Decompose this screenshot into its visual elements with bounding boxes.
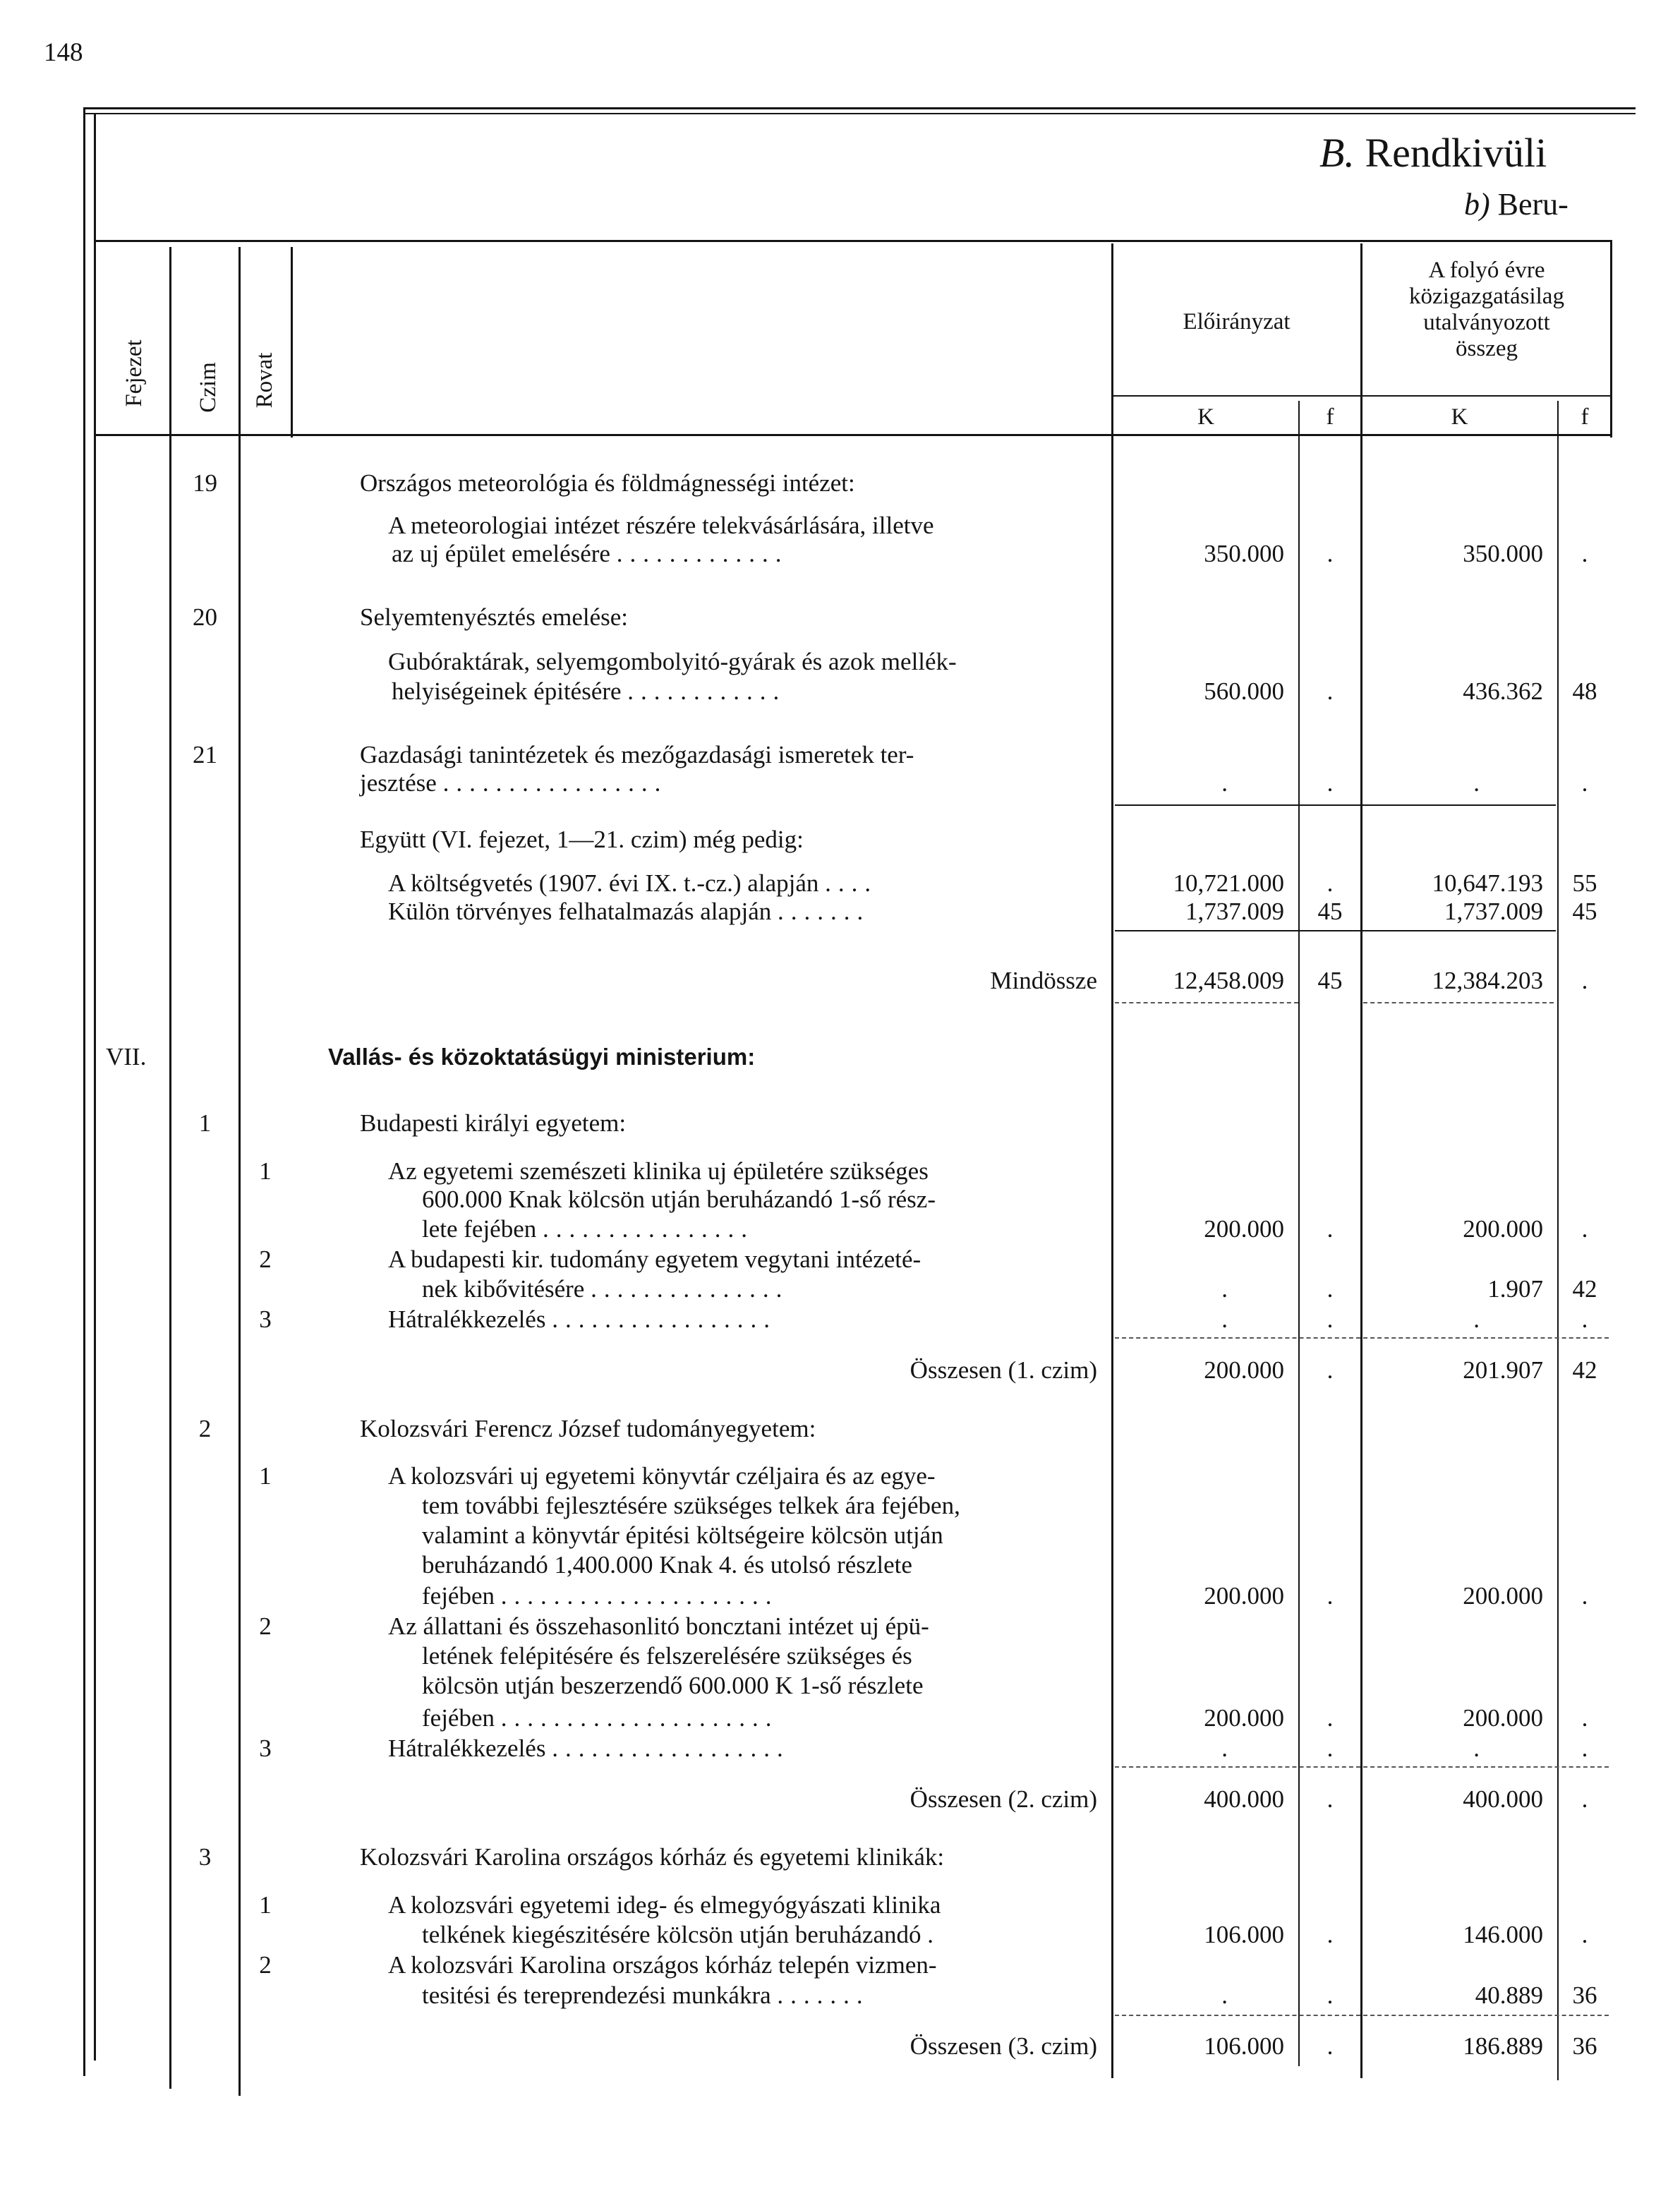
amount-k1: 400.000 [1204, 1785, 1284, 1813]
col-k1: K [1197, 404, 1214, 430]
item-line: Az állattani és összehasonlitó boncztani intézet uj épü- [388, 1612, 929, 1640]
rovat-number: 3 [259, 1305, 272, 1333]
item-line: fejében ..................... [422, 1704, 779, 1732]
section-title: Országos meteorológia és földmágnességi intézet: [360, 469, 855, 497]
column-header-bottom-rule [94, 434, 1611, 436]
amount-f2: . [1581, 540, 1588, 567]
amount-k2: 436.362 [1463, 677, 1543, 705]
chapter-title: Vallás- és közoktatásügyi ministerium: [328, 1044, 756, 1070]
czim-number: 20 [193, 603, 217, 631]
amount-f1: . [1327, 1275, 1334, 1303]
section-title: Kolozsvári Ferencz József tudományegyetem: [360, 1415, 816, 1442]
item-line: helyiségeinek épitésére ............ [392, 677, 787, 705]
amount-k2: 186.889 [1463, 2032, 1543, 2060]
amount-k1: 12,458.009 [1173, 967, 1284, 994]
k1-f1-divider [1298, 401, 1300, 2066]
eloiranyzat-folyo-divider [1360, 243, 1362, 2078]
item-line: az uj épület emelésére ............. [392, 540, 789, 567]
subtitle-word: Beru- [1497, 187, 1569, 222]
total-label: Mindössze [990, 967, 1097, 994]
rovat-number: 2 [259, 1245, 272, 1273]
amount-k1: . [1221, 769, 1228, 797]
item-line: A kolozsvári egyetemi ideg- és elmegyógyászati klinika [388, 1891, 941, 1919]
amount-f1: . [1327, 1981, 1334, 2009]
subtotal-label: Összesen (2. czim) [910, 1785, 1097, 1813]
title-letter: B. [1319, 130, 1355, 176]
fejezet-number: VII. [106, 1043, 147, 1070]
amount-k2: . [1473, 1735, 1480, 1762]
amount-f2: . [1581, 967, 1588, 994]
amount-f1: . [1327, 1704, 1334, 1732]
amount-k1: . [1221, 1305, 1228, 1333]
item-line: Hátralékkezelés ................. [388, 1305, 777, 1333]
czim-number: 1 [198, 1109, 212, 1137]
col-fejezet: Fejezet [121, 339, 147, 407]
amount-k2: 146.000 [1463, 1921, 1543, 1948]
amount-k2: 12,384.203 [1432, 967, 1543, 994]
amount-k1: 560.000 [1204, 677, 1284, 705]
amount-k1: 200.000 [1204, 1215, 1284, 1243]
item-line: kölcsön utján beszerzendő 600.000 K 1-ső részlete [422, 1672, 924, 1699]
item-line: jesztése ................. [360, 769, 668, 797]
col-f1: f [1326, 404, 1334, 430]
item-line: Külön törvényes felhatalmazás alapján ....... [388, 898, 871, 925]
subtotal-rule [1115, 1337, 1609, 1339]
czim-number: 19 [193, 469, 217, 497]
item-line: A budapesti kir. tudomány egyetem vegytani intézeté- [388, 1245, 921, 1273]
item-line: fejében ..................... [422, 1582, 779, 1610]
amount-k2: 1,737.009 [1444, 898, 1543, 925]
header-rule [94, 240, 1611, 242]
item-line: letének felépitésére és felszerelésére szükséges és [422, 1642, 912, 1670]
amount-k2: . [1473, 1305, 1480, 1333]
item-line: Gazdasági tanintézetek és mezőgazdasági ismeretek ter- [360, 741, 914, 768]
amount-f2: . [1581, 1704, 1588, 1732]
amount-f2: . [1581, 769, 1588, 797]
item-line: Az egyetemi szemészeti klinika uj épületére szükséges [388, 1157, 929, 1185]
amount-k2: 1.907 [1487, 1275, 1543, 1303]
amount-f2: 48 [1572, 677, 1597, 705]
amount-k2: 400.000 [1463, 1785, 1543, 1813]
item-line: nek kibővitésére ............... [422, 1275, 790, 1303]
amount-k1: 106.000 [1204, 1921, 1284, 1948]
amount-f2: 36 [1572, 2032, 1597, 2060]
amount-f1: . [1327, 769, 1334, 797]
subtotal-rule [1115, 2015, 1609, 2016]
czim-number: 21 [193, 741, 217, 768]
amount-k2: 200.000 [1463, 1582, 1543, 1610]
amount-k1: 200.000 [1204, 1356, 1284, 1384]
col-folyo-line3: utalványozott [1423, 310, 1550, 335]
amount-f1: . [1327, 1305, 1334, 1333]
item-line: A kolozsvári uj egyetemi könyvtár czéljaira és az egye- [388, 1462, 936, 1490]
amount-f1: . [1327, 869, 1334, 897]
amount-k1: 350.000 [1204, 540, 1284, 567]
amount-f2: . [1581, 1215, 1588, 1243]
top-rule-inner [83, 113, 1636, 114]
item-line: tesitési és tereprendezési munkákra ....... [422, 1981, 870, 2009]
section-title: Együtt (VI. fejezet, 1—21. czim) még pedig: [360, 826, 804, 853]
item-line: beruházandó 1,400.000 Knak 4. és utolsó részlete [422, 1551, 912, 1579]
amount-k1: 200.000 [1204, 1704, 1284, 1732]
item-line: tem további fejlesztésére szükséges telkek ára fejében, [422, 1492, 960, 1519]
rovat-number: 1 [259, 1891, 272, 1919]
subtitle-letter: b) [1464, 187, 1490, 222]
amount-k2: 350.000 [1463, 540, 1543, 567]
col-rovat: Rovat [252, 352, 277, 409]
amount-k1: 200.000 [1204, 1582, 1284, 1610]
right-border [1610, 240, 1612, 438]
text-amount-divider [1111, 243, 1113, 2078]
fejezet-czim-divider [169, 247, 171, 2089]
rovat-number: 3 [259, 1735, 272, 1762]
amount-f2: . [1581, 1785, 1588, 1813]
amount-f1: . [1327, 1921, 1334, 1948]
item-line: A költségvetés (1907. évi IX. t.-cz.) alapján .... [388, 869, 878, 897]
subtotal-label: Összesen (3. czim) [910, 2032, 1097, 2060]
subtotal-rule [1115, 1766, 1609, 1768]
col-k2: K [1451, 404, 1468, 430]
rovat-number: 2 [259, 1951, 272, 1979]
total-rule [1363, 1002, 1554, 1003]
item-line: lete fejében ................ [422, 1215, 755, 1243]
amount-f1: . [1327, 1785, 1334, 1813]
amount-f1: . [1327, 677, 1334, 705]
amount-k2: 10,647.193 [1432, 869, 1543, 897]
section-title: Selyemtenyésztés emelése: [360, 603, 628, 631]
section-title: Budapesti királyi egyetem: [360, 1109, 627, 1137]
amount-f2: 55 [1572, 869, 1597, 897]
subtotal-rule [1115, 804, 1556, 806]
amount-k2: 201.907 [1463, 1356, 1543, 1384]
amount-f1: . [1327, 1582, 1334, 1610]
amount-f2: 45 [1572, 898, 1597, 925]
amount-k1: 1,737.009 [1185, 898, 1284, 925]
amount-f1: 45 [1317, 898, 1343, 925]
rovat-number: 2 [259, 1612, 272, 1640]
amount-k1: 106.000 [1204, 2032, 1284, 2060]
amount-f1: . [1327, 540, 1334, 567]
czim-number: 2 [198, 1415, 212, 1442]
inner-left-border [94, 113, 96, 2061]
amount-f2: . [1581, 1735, 1588, 1762]
amount-k2: 200.000 [1463, 1704, 1543, 1732]
rovat-text-divider [291, 247, 293, 438]
amount-f2: . [1581, 1582, 1588, 1610]
col-folyo-line4: összeg [1456, 336, 1518, 361]
col-folyo-line1: A folyó évre [1428, 258, 1545, 283]
page-number: 148 [44, 38, 83, 67]
amount-k2: 40.889 [1475, 1981, 1543, 2009]
item-line: A meteorologiai intézet részére telekvásárlására, illetve [388, 512, 934, 539]
amount-f1: 45 [1317, 967, 1343, 994]
subtotal-label: Összesen (1. czim) [910, 1356, 1097, 1384]
item-line: A kolozsvári Karolina országos kórház telepén vizmen- [388, 1951, 937, 1979]
amount-f2: . [1581, 1305, 1588, 1333]
amount-k1: . [1221, 1275, 1228, 1303]
top-rule [83, 107, 1636, 109]
col-eloiranyzat: Előirányzat [1183, 309, 1291, 334]
amount-k2: . [1473, 769, 1480, 797]
amount-f1: . [1327, 1356, 1334, 1384]
section-title: Kolozsvári Karolina országos kórház és egyetemi klinikák: [360, 1843, 945, 1871]
subtotal-rule [1115, 930, 1556, 931]
item-line: Hátralékkezelés .................. [388, 1735, 790, 1762]
amount-k1: . [1221, 1981, 1228, 2009]
col-folyo-line2: közigazgatásilag [1409, 284, 1564, 309]
total-rule [1115, 1002, 1298, 1003]
rovat-number: 1 [259, 1157, 272, 1185]
amount-k1: . [1221, 1735, 1228, 1762]
czim-number: 3 [198, 1843, 212, 1871]
item-line: telkének kiegészitésére kölcsön utján beruházandó . [422, 1921, 941, 1948]
amount-k1: 10,721.000 [1173, 869, 1284, 897]
amount-f2: 42 [1572, 1275, 1597, 1303]
item-line: Gubóraktárak, selyemgombolyitó-gyárak és azok mellék- [388, 648, 957, 675]
rovat-number: 1 [259, 1462, 272, 1490]
item-line: 600.000 Knak kölcsön utján beruházandó 1-ső rész- [422, 1186, 936, 1213]
page-subtitle [1464, 187, 1569, 222]
col-czim: Czim [195, 362, 221, 413]
k2-f2-divider [1557, 401, 1559, 2080]
amount-f1: . [1327, 1215, 1334, 1243]
amount-f2: . [1581, 1921, 1588, 1948]
title-word: Rendkivüli [1365, 130, 1547, 176]
col-f2: f [1581, 404, 1589, 430]
amount-f1: . [1327, 2032, 1334, 2060]
amount-k2: 200.000 [1463, 1215, 1543, 1243]
col-folyo [1363, 258, 1610, 362]
outer-left-border [83, 107, 85, 2076]
amount-f1: . [1327, 1735, 1334, 1762]
amount-f2: 42 [1572, 1356, 1597, 1384]
page-title [1319, 131, 1547, 176]
item-line: valamint a könyvtár épitési költségeire kölcsön utján [422, 1521, 943, 1549]
amount-f2: 36 [1572, 1981, 1597, 2009]
